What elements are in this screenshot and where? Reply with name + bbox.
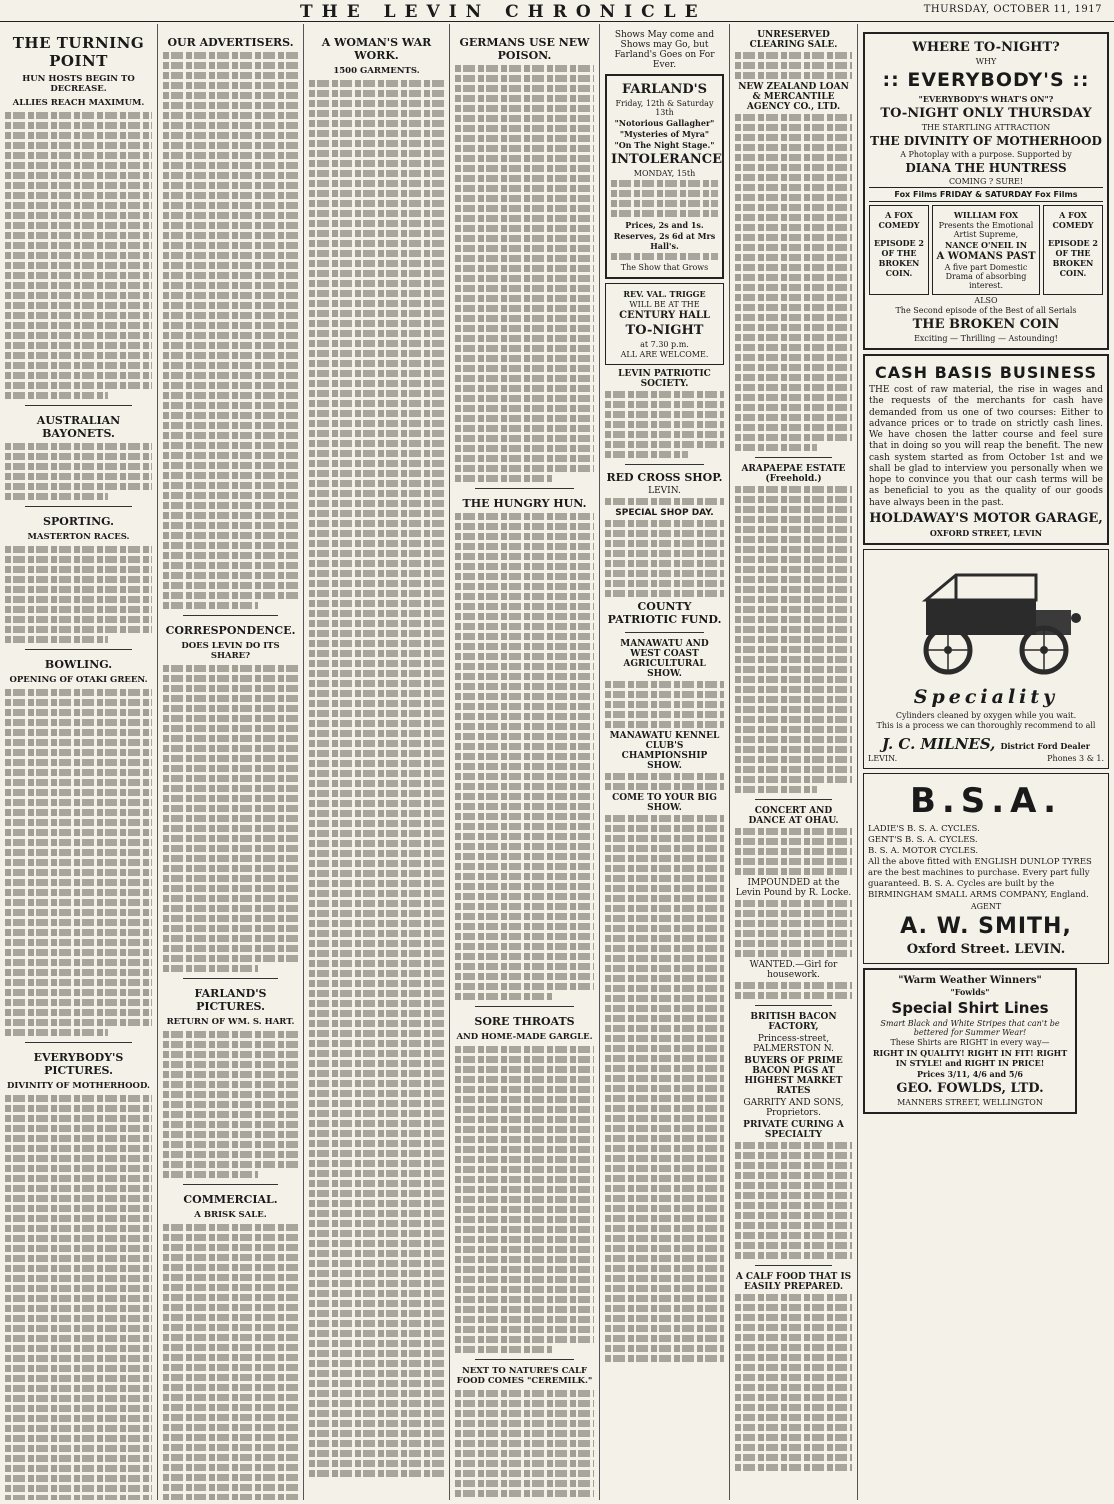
rev-trigge: REV. VAL. TRIGGE xyxy=(623,289,706,299)
shirt-prices: Prices 3/11, 4/6 and 5/6 xyxy=(917,1068,1023,1079)
subhead-otaki-green: OPENING OF OTAKI GREEN. xyxy=(9,675,148,685)
smart-stripes: Smart Black and White Stripes that can't be bettered for Summer Wear! xyxy=(880,1018,1060,1037)
heading-ceremilk: NEXT TO NATURE'S CALF FOOD COMES "CEREMILK." xyxy=(456,1366,593,1386)
holdaway-garage: HOLDAWAY'S MOTOR GARAGE, xyxy=(869,510,1103,526)
drama: A five part Domestic Drama of absorbing interest. xyxy=(944,263,1028,290)
kennel-club: MANAWATU KENNEL CLUB'S CHAMPIONSHIP SHOW. xyxy=(609,731,720,771)
heading-sporting: SPORTING. xyxy=(43,515,114,528)
issue-date: THURSDAY, OCTOBER 11, 1917 xyxy=(923,4,1102,15)
bsa-ladies: LADIE'S B. S. A. CYCLES. xyxy=(868,823,980,834)
bsa-motor: B. S. A. MOTOR CYCLES. xyxy=(868,845,979,856)
model-t-car-illustration xyxy=(886,560,1086,680)
time: at 7.30 p.m. xyxy=(640,340,689,349)
concert-ohau: CONCERT AND DANCE AT OHAU. xyxy=(748,806,839,826)
fowlds-shirt-ad xyxy=(863,968,1077,1114)
subhead-gargle: AND HOME-MADE GARGLE. xyxy=(456,1032,593,1042)
bsa-logo: B.S.A. xyxy=(909,780,1063,821)
headline-turning-point: THE TURNING POINT xyxy=(12,34,145,70)
cylinders: Cylinders cleaned by oxygen while you wait. xyxy=(895,710,1077,720)
prices: Prices, 2s and 1s. xyxy=(625,220,704,230)
geo-fowlds: GEO. FOWLDS, LTD. xyxy=(896,1080,1044,1096)
phones: Phones 3 & 1. xyxy=(1047,753,1104,763)
red-cross-place: LEVIN. xyxy=(648,486,681,496)
county-patriotic-fund: COUNTY PATRIOTIC FUND. xyxy=(607,600,722,626)
aw-smith: A. W. SMITH, xyxy=(900,913,1072,939)
cash-basis-title: CASH BASIS BUSINESS xyxy=(874,363,1098,382)
fox-comedy-right: A FOX COMEDY xyxy=(1052,210,1094,230)
episode-right: EPISODE 2 OF THE BROKEN COIN. xyxy=(1048,238,1098,278)
century-hall: CENTURY HALL xyxy=(619,310,710,321)
fox-films-banner: Fox Films FRIDAY & SATURDAY Fox Films xyxy=(869,187,1103,202)
bsa-gents: GENT'S B. S. A. CYCLES. xyxy=(868,834,978,845)
column-5 xyxy=(600,24,730,1500)
episode-left: EPISODE 2 OF THE BROKEN COIN. xyxy=(874,238,924,278)
william-fox: WILLIAM FOX xyxy=(953,210,1019,220)
heading-new-poison: GERMANS USE NEW POISON. xyxy=(459,36,590,62)
fox-right-panel xyxy=(1043,205,1103,295)
fox-films-panels xyxy=(869,205,1103,295)
subhead-wm-s-hart: RETURN OF WM. S. HART. xyxy=(166,1017,295,1027)
mysteries-of-myra: "Mysteries of Myra" xyxy=(619,129,710,139)
british-bacon: BRITISH BACON FACTORY, xyxy=(750,1012,837,1032)
holdaway-address: OXFORD STREET, LEVIN xyxy=(929,527,1043,538)
special-shirt-lines: Special Shirt Lines xyxy=(891,998,1049,1017)
farlands-ad xyxy=(605,74,724,279)
warm-weather: "Warm Weather Winners" xyxy=(898,974,1042,986)
heading-everybodys-pictures: EVERYBODY'S PICTURES. xyxy=(33,1051,124,1077)
big-show: COME TO YOUR BIG SHOW. xyxy=(612,793,717,813)
heading-bowling: BOWLING. xyxy=(44,658,113,671)
to-night: TO-NIGHT xyxy=(625,323,704,338)
column-2 xyxy=(158,24,304,1500)
heading-australian-bayonets: AUSTRALIAN BAYONETS. xyxy=(36,414,121,440)
where-tonight: WHERE TO-NIGHT? xyxy=(912,40,1060,55)
heading-sore-throats: SORE THROATS xyxy=(474,1015,575,1028)
intolerance-date: MONDAY, 15th xyxy=(633,169,696,178)
milnes-name: J. C. MILNES, xyxy=(882,734,996,753)
bsa-agent: AGENT xyxy=(970,901,1002,911)
nz-loan: NEW ZEALAND LOAN & MERCANTILE AGENCY CO., LTD. xyxy=(738,82,849,112)
whats-on: "EVERYBODY'S WHAT'S ON"? xyxy=(918,94,1054,104)
subhead-masterton-races: MASTERTON RACES. xyxy=(27,532,130,542)
newspaper-title: THE LEVIN CHRONICLE xyxy=(300,2,707,22)
right-quality: RIGHT IN QUALITY! RIGHT IN FIT! RIGHT IN STYLE! and RIGHT IN PRICE! xyxy=(872,1047,1068,1068)
bacon-place: Princess-street, PALMERSTON N. xyxy=(753,1034,834,1054)
heading-correspondence: CORRESPONDENCE. xyxy=(165,624,296,637)
column-1 xyxy=(0,24,158,1500)
arapaepae-estate: ARAPAEPAE ESTATE (Freehold.) xyxy=(741,464,846,484)
farlands-title: FARLAND'S xyxy=(621,82,708,97)
milnes-place: LEVIN. xyxy=(868,753,898,763)
everybodys-title: :: EVERYBODY'S :: xyxy=(882,69,1090,91)
heading-hungry-hun: THE HUNGRY HUN. xyxy=(462,497,587,510)
shows-tagline: Shows May come and Shows may Go, but Farland's Goes on For Ever. xyxy=(614,30,715,70)
aw-smith-address: Oxford Street. LEVIN. xyxy=(906,941,1066,957)
column-6 xyxy=(730,24,858,1500)
wanted-girl: WANTED.—Girl for housework. xyxy=(749,960,838,980)
presents: Presents the Emotional Artist Supreme, xyxy=(938,221,1034,239)
special-shop-day: SPECIAL SHOP DAY. xyxy=(615,508,714,518)
everybodys-ad xyxy=(863,32,1109,350)
manawatu-show: MANAWATU AND WEST COAST AGRICULTURAL SHOW. xyxy=(620,639,709,679)
ford-dealer: District Ford Dealer xyxy=(1000,740,1090,751)
garrity-sons: GARRITY AND SONS, Proprietors. xyxy=(743,1098,844,1118)
calf-food: A CALF FOOD THAT IS EASILY PREPARED. xyxy=(735,1272,852,1292)
subhead-hun-hosts: HUN HOSTS BEGIN TO DECREASE. xyxy=(22,74,135,94)
cash-basis-ad xyxy=(863,354,1109,545)
tonight-only: TO-NIGHT ONLY THURSDAY xyxy=(880,106,1092,121)
farlands-dates: Friday, 12th & Saturday 13th xyxy=(615,99,714,117)
private-curing: PRIVATE CURING A SPECIALTY xyxy=(743,1120,844,1140)
will-be-at: WILL BE AT THE xyxy=(629,300,700,309)
reserves: Reserves, 2s 6d at Mrs Hall's. xyxy=(613,231,716,251)
fox-comedy-left: A FOX COMEDY xyxy=(878,210,920,230)
fox-left-panel xyxy=(869,205,929,295)
intolerance: INTOLERANCE xyxy=(611,152,723,167)
fox-center-panel xyxy=(932,205,1040,295)
photoplay: A Photoplay with a purpose. Supported by xyxy=(900,150,1072,159)
heading-womans-war-work: A WOMAN'S WAR WORK. xyxy=(321,36,432,62)
levin-patriotic-society: LEVIN PATRIOTIC SOCIETY. xyxy=(618,369,711,389)
show-that-grows: The Show that Grows xyxy=(620,263,709,272)
impounded: IMPOUNDED at the Levin Pound by R. Locke. xyxy=(735,878,852,898)
speciality: Speciality xyxy=(913,685,1059,708)
masthead xyxy=(0,0,1114,22)
subhead-1500-garments: 1500 GARMENTS. xyxy=(333,66,420,76)
nance-oneil: NANCE O'NEIL IN xyxy=(944,240,1028,250)
coming-sure: COMING ? SURE! xyxy=(948,177,1024,186)
startling-attraction: THE STARTLING ATTRACTION xyxy=(921,123,1051,132)
red-cross-shop: RED CROSS SHOP. xyxy=(606,471,723,484)
rev-trigge-ad xyxy=(605,283,724,365)
also: ALSO xyxy=(974,296,998,305)
the-broken-coin: THE BROKEN COIN xyxy=(912,317,1060,332)
fowlds-quoted: "Fowlds" xyxy=(950,986,990,997)
notorious-gallagher: "Notorious Gallagher" xyxy=(614,118,715,128)
all-welcome: ALL ARE WELCOME. xyxy=(620,350,709,359)
shirt-prices-line: These Shirts are RIGHT in every way— xyxy=(890,1037,1050,1047)
heading-commercial: COMMERCIAL. xyxy=(183,1193,278,1206)
manners-street: MANNERS STREET, WELLINGTON xyxy=(897,1097,1043,1107)
heading-our-advertisers: OUR ADVERTISERS. xyxy=(167,36,294,49)
process: This is a process we can thoroughly recommend to all xyxy=(876,720,1096,730)
exciting: Exciting — Thrilling — Astounding! xyxy=(914,334,1058,343)
bsa-ad xyxy=(863,773,1109,964)
column-7 xyxy=(858,24,1114,1500)
womans-past: A WOMANS PAST xyxy=(936,251,1036,262)
column-3 xyxy=(304,24,450,1500)
diana-the-huntress: DIANA THE HUNTRESS xyxy=(905,161,1067,175)
subhead-divinity: DIVINITY OF MOTHERHOOD. xyxy=(7,1081,150,1091)
on-the-night-stage: "On The Night Stage." xyxy=(614,140,715,150)
bacon-buyers: BUYERS OF PRIME BACON PIGS AT HIGHEST MARKET RATES xyxy=(744,1056,843,1096)
subhead-levin-share: DOES LEVIN DO ITS SHARE? xyxy=(181,641,280,661)
divinity-of-motherhood: THE DIVINITY OF MOTHERHOOD xyxy=(870,134,1102,148)
second-episode: The Second episode of the Best of all Serials xyxy=(895,306,1077,315)
heading-farlands-pictures: FARLAND'S PICTURES. xyxy=(194,987,267,1013)
why: WHY xyxy=(975,57,997,66)
cash-basis-body: THE cost of raw material, the rise in wages and the requests of the merchants for cash have demanded from us one of two courses: Either to advance prices or to trade on strictly cash lines. We have chosen the latter course and feel sure that in doing so you will reap the benefit. The new cash system started as from October 1st and we shall be glad to interview you personally when we hope to convince you that our cash terms will be as beneficial to you as the quality of our goods have always been in the past. xyxy=(869,385,1103,508)
subhead-allies: ALLIES REACH MAXIMUM. xyxy=(12,98,145,108)
bsa-body: All the above fitted with ENGLISH DUNLOP TYRES are the best machines to purchase. Every part fully guaranteed. B. S. A. Cycles are built by the BIRMINGHAM SMALL ARMS COMPANY, England. xyxy=(868,856,1092,900)
column-4 xyxy=(450,24,600,1500)
clearing-sale: UNRESERVED CLEARING SALE. xyxy=(749,30,838,50)
ford-ad xyxy=(863,549,1109,769)
subhead-brisk-sale: A BRISK SALE. xyxy=(194,1210,267,1220)
